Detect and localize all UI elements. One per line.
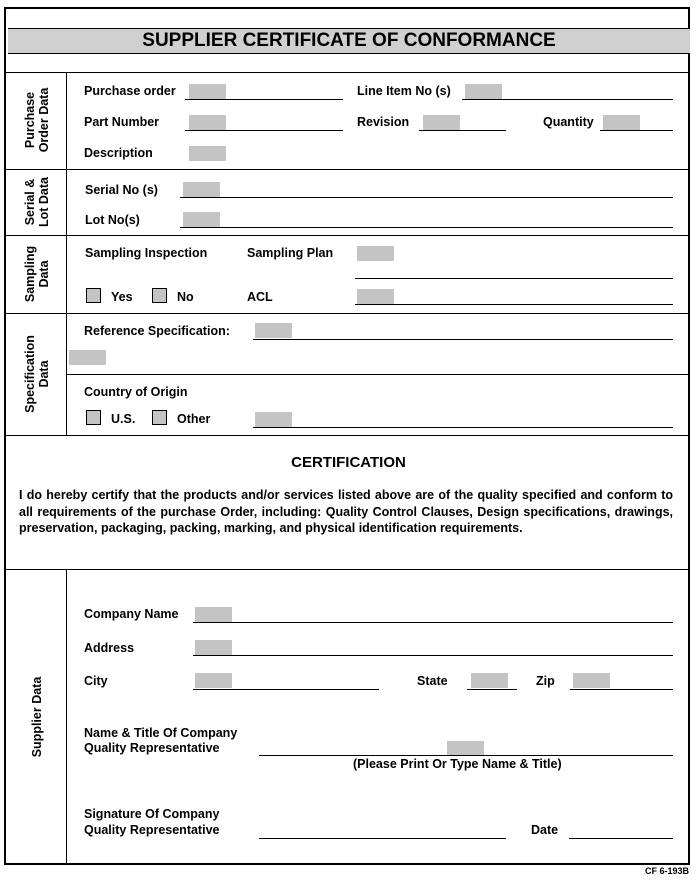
column-divider [66,72,67,435]
state-line [467,689,517,690]
certification-heading: CERTIFICATION [291,454,406,471]
revision-label: Revision [357,115,410,129]
date-label: Date [531,823,559,837]
revision-line [419,130,506,131]
acl-line [355,304,673,305]
us-checkbox[interactable] [86,410,101,425]
part-number-label: Part Number [84,115,160,129]
city-field[interactable] [195,673,232,688]
signature-line[interactable] [259,838,506,839]
signature-label-line1: Signature Of Company [84,807,220,821]
quantity-label: Quantity [543,115,594,129]
form-number: CF 6-193B [644,866,689,876]
lot-no-label: Lot No(s) [85,213,140,227]
no-checkbox[interactable] [152,288,167,303]
certification-text: I do hereby certify that the products and/or services listed above are of the quality specified and conform to all requirements of the purchase Order, including: Quality Control Clauses, Design specifications, drawings, preservation, packaging, packing, marking, and physical identification requirements. [19,488,673,535]
address-field[interactable] [195,640,232,655]
address-line [193,655,673,656]
company-name-field[interactable] [195,607,232,622]
sampling-plan-line [355,278,673,279]
divider [4,435,690,436]
state-field[interactable] [471,673,508,688]
lot-no-line [180,227,673,228]
print-note: (Please Print Or Type Name & Title) [353,757,562,771]
other-checkbox[interactable] [152,410,167,425]
zip-line [570,689,673,690]
line-item-line [462,99,673,100]
revision-field[interactable] [423,115,460,130]
company-name-line [193,622,673,623]
name-title-line [259,755,673,756]
divider [4,313,690,314]
quantity-field[interactable] [603,115,640,130]
reference-specification-line [253,339,673,340]
purchase-order-label: Purchase order [84,84,176,98]
name-title-field[interactable] [447,741,484,756]
sampling-plan-field[interactable] [357,246,394,261]
state-label: State [417,674,448,688]
city-line [193,689,379,690]
acl-label: ACL [247,290,273,304]
line-item-label: Line Item No (s) [357,84,451,98]
no-label: No [177,290,194,304]
part-number-field[interactable] [189,115,226,130]
sampling-inspection-label: Sampling Inspection [85,246,208,260]
yes-label: Yes [111,290,133,304]
divider [4,72,690,73]
divider [4,235,690,236]
address-label: Address [84,641,135,655]
acl-field[interactable] [357,289,394,304]
other-label: Other [177,412,211,426]
zip-field[interactable] [573,673,610,688]
form-title: SUPPLIER CERTIFICATE OF CONFORMANCE [142,30,556,51]
date-line[interactable] [569,838,673,839]
yes-checkbox[interactable] [86,288,101,303]
reference-specification-label: Reference Specification: [84,324,230,338]
divider [4,569,690,570]
signature-label-line2: Quality Representative [84,823,220,837]
quantity-line [600,130,673,131]
purchase-order-field[interactable] [189,84,226,99]
part-number-line [185,130,343,131]
sampling-plan-label: Sampling Plan [247,246,334,260]
name-title-label-line2: Quality Representative [84,741,220,755]
divider [66,374,690,375]
line-item-field[interactable] [465,84,502,99]
company-name-label: Company Name [84,607,179,621]
country-of-origin-label: Country of Origin [84,385,188,399]
us-label: U.S. [111,412,136,426]
lot-no-field[interactable] [183,212,220,227]
description-field[interactable] [189,146,226,161]
description-label: Description [84,146,153,160]
city-label: City [84,674,108,688]
other-country-line [253,427,673,428]
specification-extra-field[interactable] [69,350,106,365]
serial-no-field[interactable] [183,182,220,197]
name-title-label-line1: Name & Title Of Company [84,726,238,740]
zip-label: Zip [536,674,555,688]
column-divider [66,569,67,865]
purchase-order-line [185,99,343,100]
serial-no-line [180,197,673,198]
other-country-field[interactable] [255,412,292,427]
title-bar [8,28,690,54]
divider [4,169,690,170]
reference-specification-field[interactable] [255,323,292,338]
serial-no-label: Serial No (s) [85,183,158,197]
